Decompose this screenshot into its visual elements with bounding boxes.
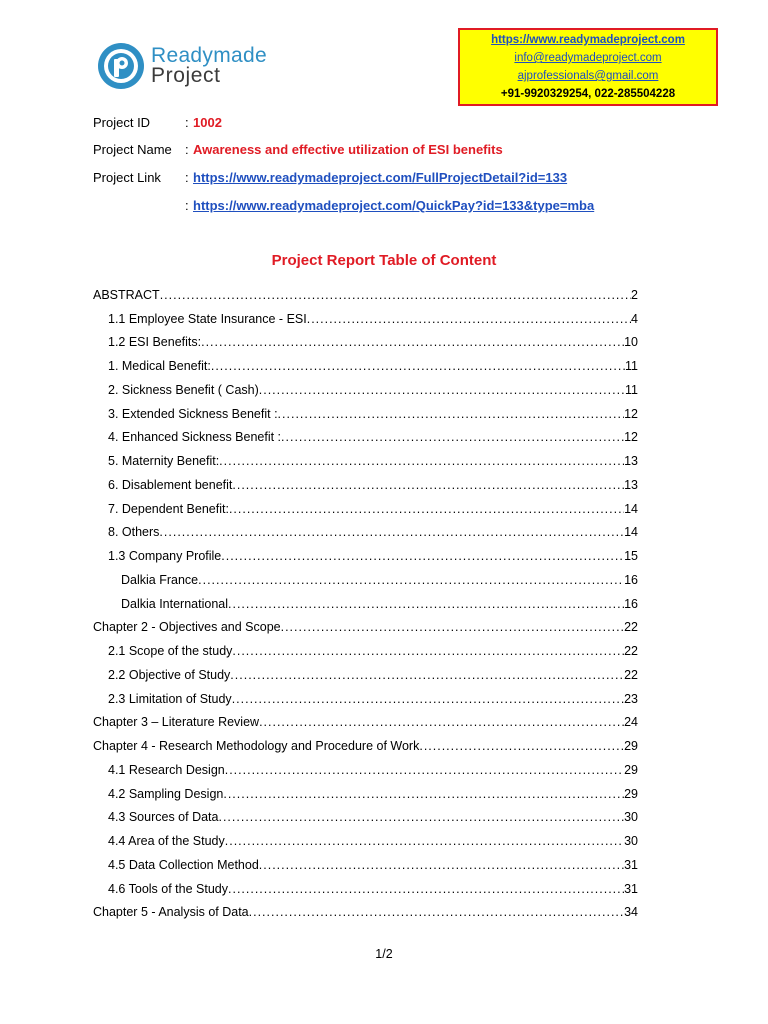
toc-entry-page: 11: [625, 359, 638, 373]
toc-entry-title: 3. Extended Sickness Benefit :: [108, 406, 278, 421]
project-id-value: 1002: [193, 115, 222, 130]
toc-entry-page: 22: [624, 620, 638, 635]
toc-leader-dots: [159, 522, 624, 542]
toc-leader-dots: [249, 902, 624, 922]
toc-entry-page: 10: [624, 335, 638, 350]
toc-entry-page: 4: [631, 311, 638, 326]
toc-entry[interactable]: [93, 590, 638, 614]
quickpay-link[interactable]: https://www.readymadeproject.com/QuickPay?id=133&type=mba: [193, 198, 595, 213]
toc-entry-page: 31: [624, 857, 638, 872]
toc-entry[interactable]: [93, 661, 638, 685]
toc-entry[interactable]: [93, 329, 638, 353]
toc-entry-page: 12: [624, 430, 638, 445]
colon: :: [185, 198, 189, 213]
project-name-label: Project Name: [93, 142, 172, 157]
toc-entry-title: 1. Medical Benefit:: [108, 359, 211, 373]
toc-entry-title: 2. Sickness Benefit ( Cash): [108, 382, 259, 397]
toc-entry-title: 4.1 Research Design: [108, 762, 225, 777]
toc-entry-page: 11: [625, 382, 638, 397]
colon: :: [185, 170, 189, 185]
toc-leader-dots: [225, 760, 624, 780]
website-link[interactable]: https://www.readymadeproject.com: [491, 34, 685, 46]
toc-entry[interactable]: [93, 804, 638, 828]
toc-entry-page: 31: [624, 881, 638, 896]
toc-entry-title: 4.5 Data Collection Method: [108, 857, 259, 872]
toc-entry-title: 2.2 Objective of Study: [108, 667, 231, 682]
toc-entry[interactable]: [93, 732, 638, 756]
toc-leader-dots: [219, 451, 624, 471]
toc-entry-title: ABSTRACT: [93, 287, 160, 302]
toc-entry[interactable]: [93, 281, 638, 305]
toc-entry-page: 14: [624, 525, 638, 540]
toc-entry[interactable]: [93, 566, 638, 590]
toc-entry-title: Dalkia International: [121, 596, 229, 611]
toc-leader-dots: [232, 689, 624, 709]
toc-entry[interactable]: [93, 685, 638, 709]
toc-entry[interactable]: [93, 519, 638, 543]
contact-box: [458, 28, 718, 106]
toc-leader-dots: [198, 570, 624, 590]
toc-entry-page: 15: [624, 549, 638, 563]
toc-entry-title: 4.3 Sources of Data: [108, 810, 219, 825]
phone-numbers: +91-9920329254, 022-285504228: [500, 88, 676, 100]
toc-entry[interactable]: [93, 851, 638, 875]
logo-wordmark-line1: Readymade: [151, 44, 267, 67]
toc-entry-title: 4. Enhanced Sickness Benefit :: [108, 430, 282, 445]
toc-entry[interactable]: [93, 376, 638, 400]
email-link-info[interactable]: info@readymadeproject.com: [514, 52, 662, 64]
toc-entry-page: 29: [624, 762, 638, 777]
toc-entry[interactable]: [93, 400, 638, 424]
toc-entry-page: 34: [624, 905, 638, 920]
toc-entry-page: 23: [624, 691, 638, 706]
toc-entry-title: 1.2 ESI Benefits:: [108, 335, 202, 350]
toc-leader-dots: [278, 404, 625, 424]
toc-entry-page: 13: [624, 477, 638, 492]
logo-wordmark-line2: Project: [151, 64, 221, 87]
toc-leader-dots: [228, 879, 624, 899]
readymade-project-logo: [97, 40, 277, 92]
toc-leader-dots: [225, 831, 624, 851]
toc-entry-page: 30: [624, 834, 638, 848]
toc-entry-page: 29: [624, 739, 638, 753]
toc-leader-dots: [228, 594, 624, 614]
toc-entry-title: 2.1 Scope of the study: [108, 644, 233, 658]
toc-entry[interactable]: [93, 447, 638, 471]
toc-leader-dots: [218, 807, 624, 827]
colon: :: [185, 142, 189, 157]
toc-leader-dots: [201, 332, 624, 352]
page-number: 1/2: [375, 947, 393, 961]
project-name-value: Awareness and effective utilization of ESI benefits: [193, 142, 503, 157]
toc-leader-dots: [259, 712, 624, 732]
table-of-contents: [93, 281, 638, 922]
colon: :: [185, 115, 189, 130]
toc-entry-title: 4.4 Area of the Study: [108, 834, 225, 848]
toc-entry-page: 22: [624, 667, 638, 682]
toc-entry[interactable]: [93, 827, 638, 851]
toc-entry[interactable]: [93, 614, 638, 638]
toc-entry-page: 16: [624, 572, 638, 587]
toc-entry-page: 22: [624, 644, 638, 658]
toc-entry-title: 1.3 Company Profile: [108, 549, 222, 563]
toc-entry-title: 1.1 Employee State Insurance - ESI: [108, 311, 307, 326]
toc-leader-dots: [221, 546, 624, 566]
full-project-detail-link[interactable]: https://www.readymadeproject.com/FullProjectDetail?id=133: [193, 170, 568, 185]
toc-leader-dots: [160, 285, 631, 305]
toc-entry-page: 29: [624, 786, 638, 801]
toc-leader-dots: [419, 736, 624, 756]
toc-entry-title: 4.6 Tools of the Study: [108, 881, 228, 896]
toc-leader-dots: [281, 427, 624, 447]
toc-entry-title: Chapter 5 - Analysis of Data: [93, 905, 249, 920]
toc-entry[interactable]: [93, 875, 638, 899]
toc-leader-dots: [259, 855, 624, 875]
toc-entry-page: 13: [624, 454, 638, 468]
toc-entry-title: Chapter 4 - Research Methodology and Procedure of Work: [93, 739, 420, 753]
toc-entry-page: 24: [624, 715, 638, 730]
toc-leader-dots: [229, 499, 624, 519]
toc-entry[interactable]: [93, 542, 638, 566]
toc-entry[interactable]: [93, 305, 638, 329]
toc-entry[interactable]: [93, 352, 638, 376]
toc-entry-title: 4.2 Sampling Design: [108, 786, 224, 801]
toc-leader-dots: [230, 665, 624, 685]
toc-entry-title: 8. Others: [108, 525, 160, 540]
toc-entry[interactable]: [93, 424, 638, 448]
toc-entry-page: 2: [631, 287, 638, 302]
toc-entry[interactable]: [93, 899, 638, 923]
toc-entry-title: Chapter 3 – Literature Review: [93, 715, 260, 730]
toc-entry-page: 14: [624, 501, 638, 516]
project-link-label: Project Link: [93, 170, 161, 185]
toc-entry-title: Dalkia France: [121, 572, 199, 587]
toc-entry-page: 12: [624, 406, 638, 421]
toc-entry-page: 30: [624, 810, 638, 825]
toc-entry-title: 5. Maternity Benefit:: [108, 454, 220, 468]
toc-entry[interactable]: [93, 780, 638, 804]
logo-mark-icon: [97, 42, 145, 90]
toc-entry-title: 6. Disablement benefit: [108, 477, 233, 492]
toc-entry[interactable]: [93, 471, 638, 495]
toc-entry-title: 7. Dependent Benefit:: [108, 501, 229, 516]
toc-leader-dots: [232, 641, 624, 661]
toc-title: Project Report Table of Content: [271, 252, 497, 269]
toc-leader-dots: [232, 475, 624, 495]
project-id-label: Project ID: [93, 115, 151, 130]
toc-entry[interactable]: [93, 495, 638, 519]
email-link-ajprofessionals[interactable]: ajprofessionals@gmail.com: [517, 70, 659, 82]
toc-entry[interactable]: [93, 709, 638, 733]
toc-leader-dots: [223, 784, 624, 804]
toc-entry[interactable]: [93, 756, 638, 780]
toc-entry-page: 16: [624, 596, 638, 611]
toc-leader-dots: [259, 380, 625, 400]
toc-leader-dots: [281, 617, 624, 637]
toc-entry-title: 2.3 Limitation of Study: [108, 691, 232, 706]
toc-leader-dots: [211, 356, 625, 376]
toc-entry-title: Chapter 2 - Objectives and Scope: [93, 620, 281, 635]
toc-leader-dots: [307, 309, 631, 329]
toc-entry[interactable]: [93, 637, 638, 661]
